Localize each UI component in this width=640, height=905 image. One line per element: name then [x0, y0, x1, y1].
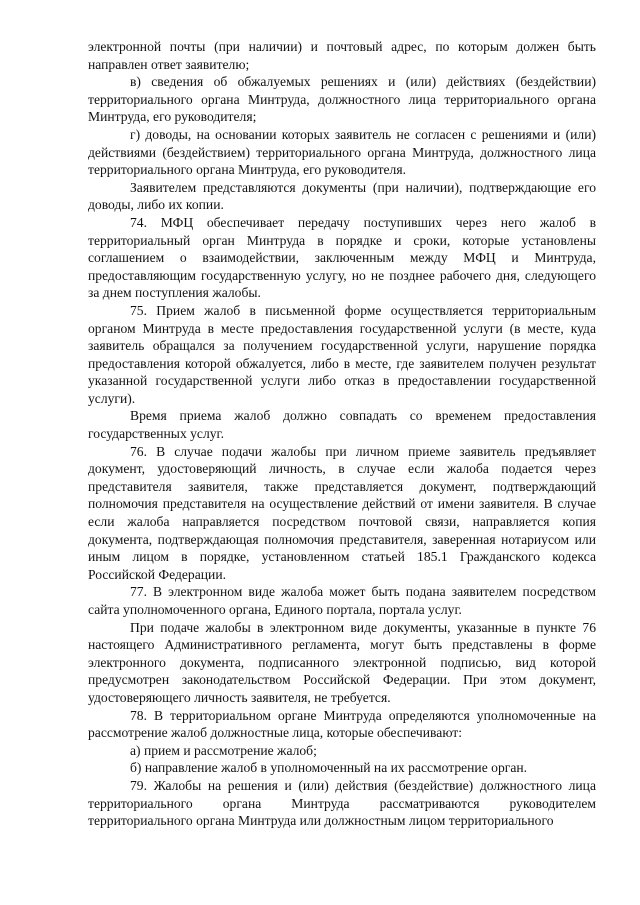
paragraph-78: 78. В территориальном органе Минтруда определяются уполномоченные на рассмотрение жалоб должностные лица, которые обеспечивают: — [88, 707, 596, 741]
paragraph-74: 74. МФЦ обеспечивает передачу поступивших через него жалоб в территориальный орган Минтруда в порядке и сроки, которые установлены соглашением о взаимодействии, заключенным между МФЦ и Минтруда, предоставляющим государственную услугу, но не позднее рабочего дня, следующего за днем поступления жалобы. — [88, 214, 596, 301]
paragraph-75: 75. Прием жалоб в письменной форме осуществляется территориальным органом Минтруда в месте предоставления государственной услуги (в месте, куда заявитель обращался за получением государственной услуги, нарушение порядка предоставления которой обжалуется, либо в месте, где заявителем получен результат указанной государственной услуги либо отказ в предоставлении государственной услуги). — [88, 302, 596, 406]
paragraph-reception-time: Время приема жалоб должно совпадать со временем предоставления государственных услуг. — [88, 408, 596, 442]
paragraph-item-v: в) сведения об обжалуемых решениях и (или) действиях (бездействии) территориального органа Минтруда, должностного лица территориального органа Минтруда, его руководителя; — [88, 74, 596, 125]
paragraph-77: 77. В электронном виде жалоба может быть подана заявителем посредством сайта уполномоченного органа, Единого портала, портала услуг. — [88, 584, 596, 617]
document-page — [88, 38, 596, 830]
paragraph-76: 76. В случае подачи жалобы при личном приеме заявитель предъявляет документ, удостоверяющий личность, в случае если жалоба подается через представителя заявителя, также представляется документ, подтверждающий полномочия представителя на осуществление действий от имени заявителя. В случае если жалоба направляется посредством почтовой связи, направляется копия документа, подтверждающая полномочия представителя, заверенная нотариусом или иным лицом в порядке, установленном статьей 185.1 Гражданского кодекса Российской Федерации. — [88, 443, 596, 582]
paragraph-79: 79. Жалобы на решения и (или) действия (бездействие) должностного лица территориального органа Минтруда рассматриваются руководителем территориального органа Минтруда или должностным лицом территориального — [88, 777, 596, 829]
paragraph-electronic-submission: При подаче жалобы в электронном виде документы, указанные в пункте 76 настоящего Административного регламента, могут быть представлены в форме электронного документа, подписанного электронной подписью, вид которой предусмотрен законодательством Российской Федерации. При этом документ, удостоверяющего личность заявителя, не требуется. — [88, 619, 596, 705]
paragraph-documents: Заявителем представляются документы (при наличии), подтверждающие его доводы, либо их копии. — [88, 179, 596, 213]
paragraph-contact-continuation: электронной почты (при наличии) и почтовый адрес, по которым должен быть направлен ответ заявителю; — [88, 39, 596, 72]
paragraph-item-a: а) прием и рассмотрение жалоб; — [130, 742, 317, 758]
paragraph-item-g: г) доводы, на основании которых заявитель не согласен с решениями и (или) действиями (бездействием) территориального органа Минтруда, должностного лица территориального органа Минтруда, его руководителя. — [88, 126, 596, 178]
paragraph-item-b: б) направление жалоб в уполномоченный на их рассмотрение орган. — [130, 760, 528, 776]
